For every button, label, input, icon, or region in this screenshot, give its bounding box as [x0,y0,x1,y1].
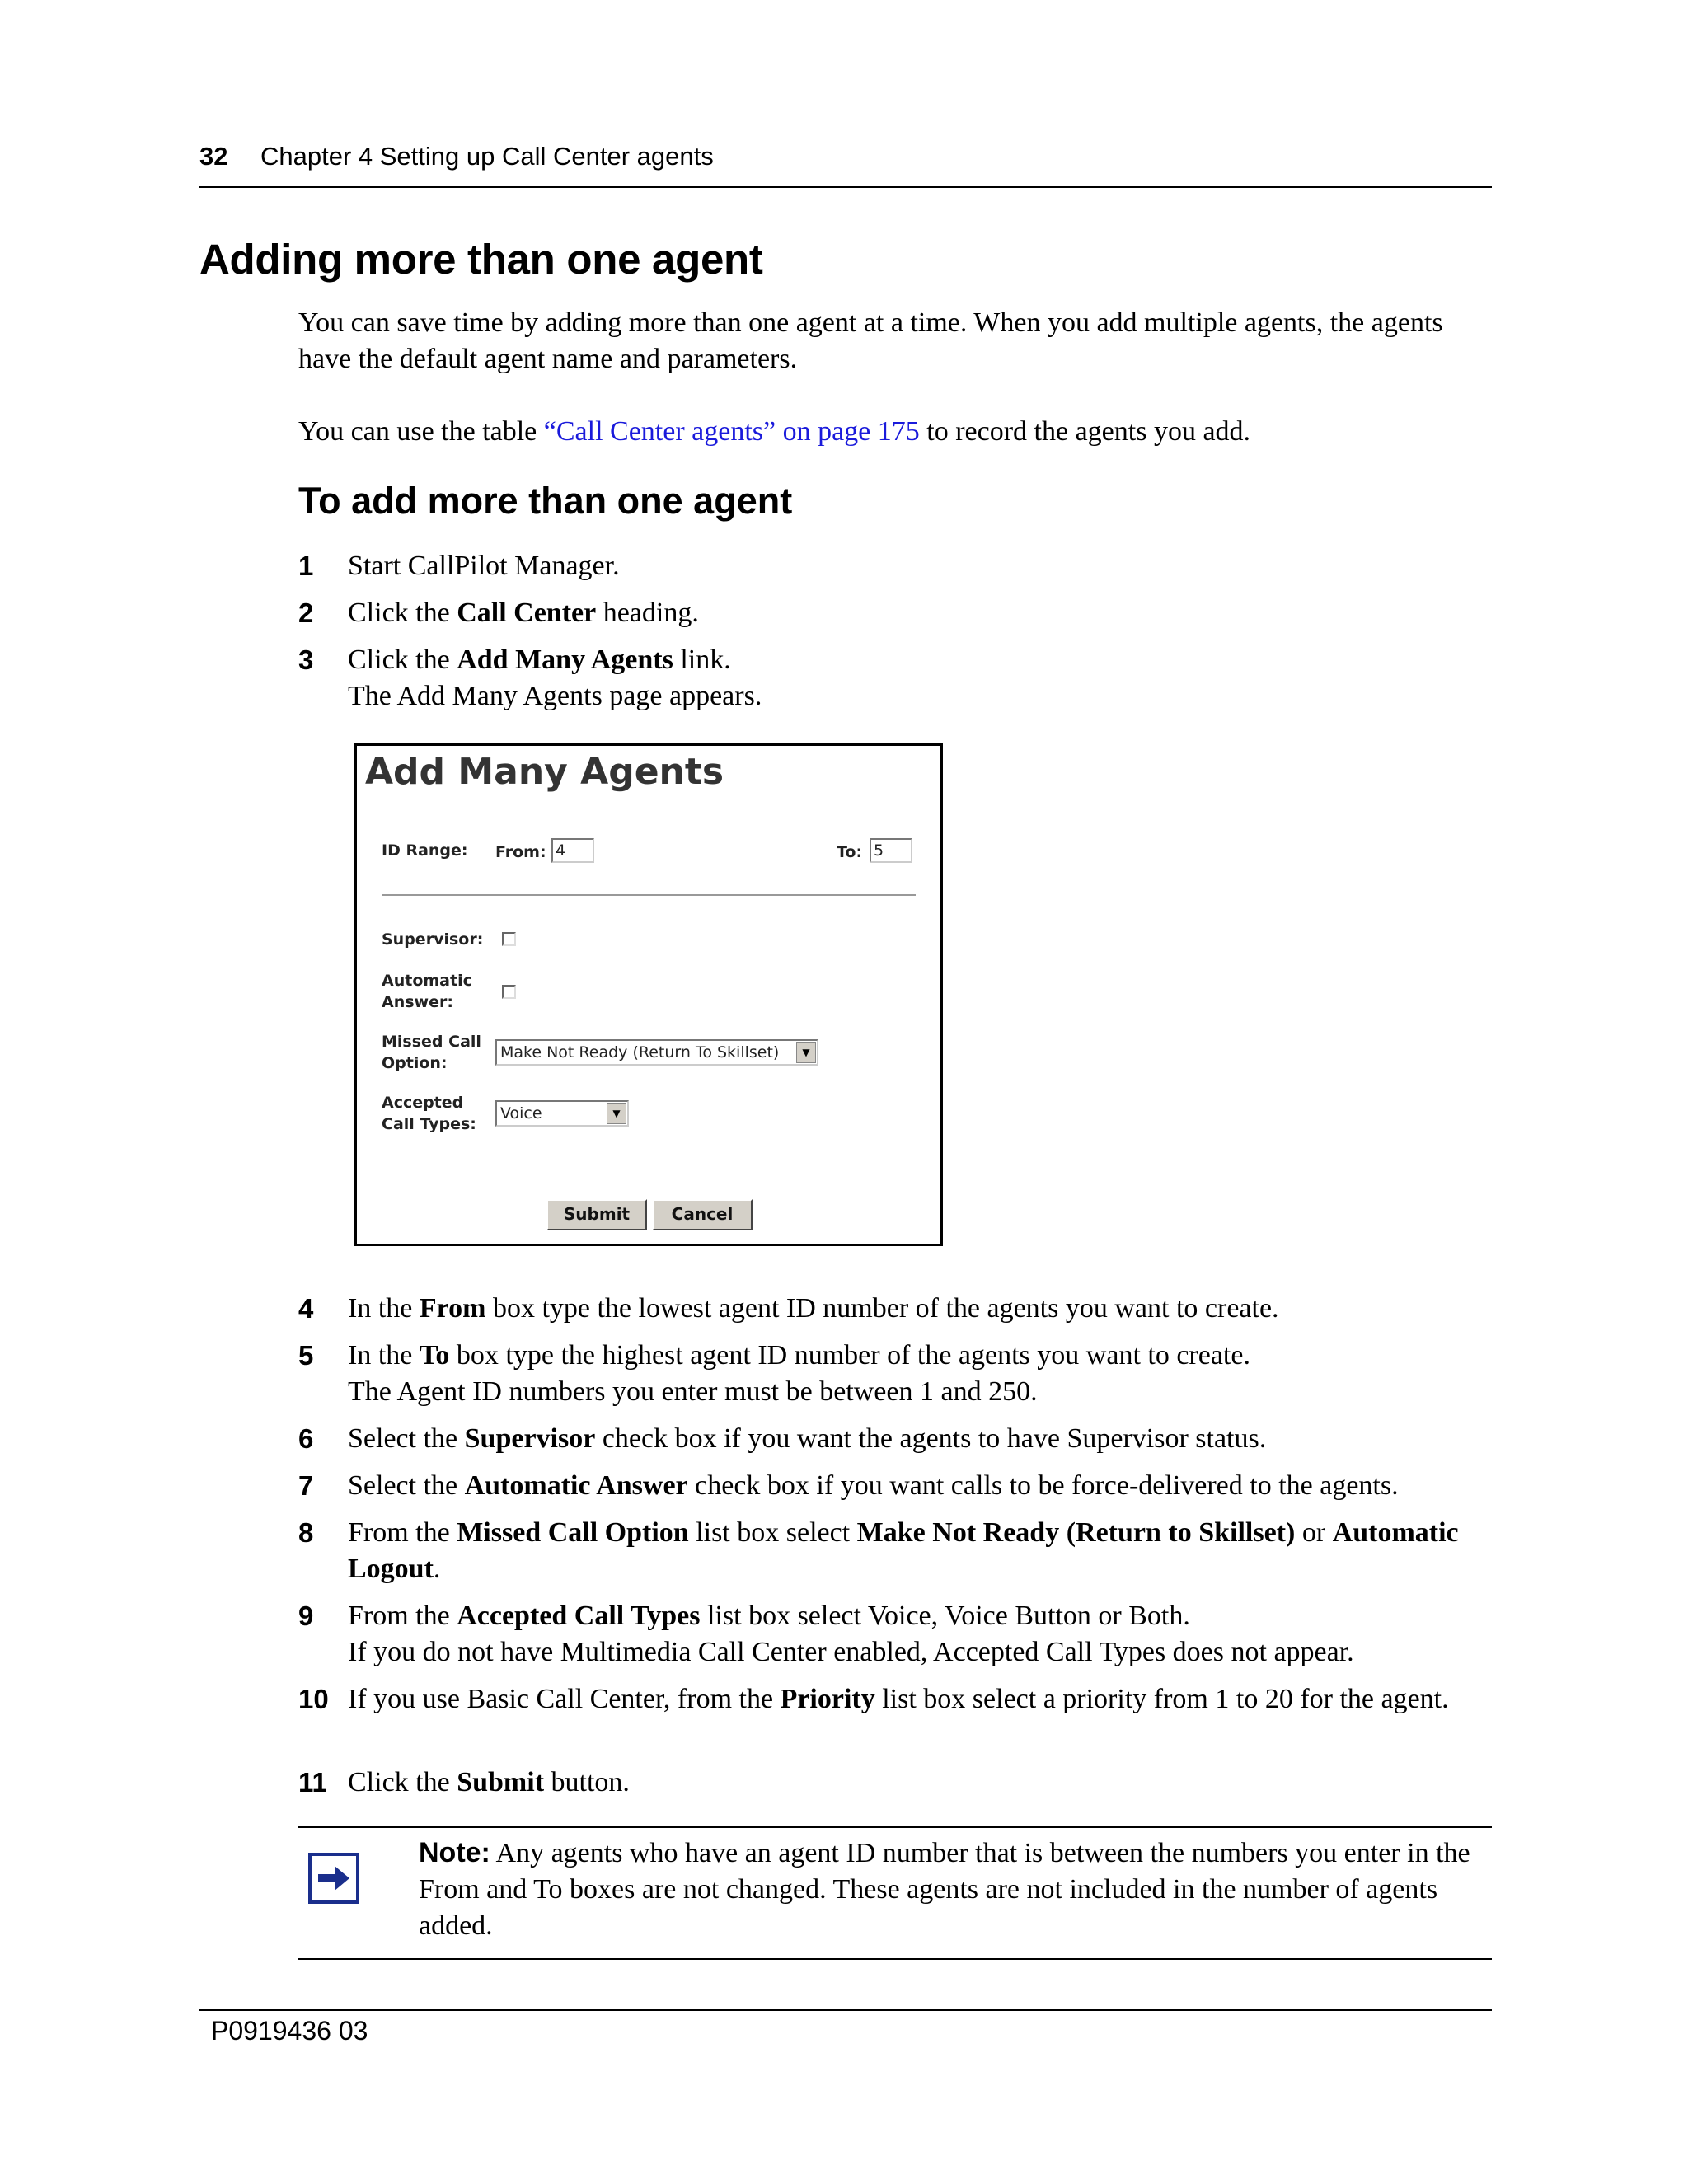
document-number: P0919436 03 [211,2016,368,2046]
step-text: Click the Call Center heading. [348,598,699,628]
auto-answer-checkbox[interactable] [502,985,516,999]
missed-call-value: Make Not Ready (Return To Skillset) [500,1043,780,1062]
to-input[interactable]: 5 [870,838,912,863]
cross-reference-link[interactable]: “Call Center agents” on page 175 [543,416,920,447]
intro-text: You can use the table [298,416,544,447]
supervisor-checkbox[interactable] [502,932,516,946]
dropdown-arrow-icon[interactable]: ▼ [607,1103,626,1124]
section-title: Adding more than one agent [199,236,763,283]
step-number: 2 [298,598,314,628]
step-text: From the Accepted Call Types list box select Voice, Voice Button or Both. If you do not have Multimedia Call Center enabled, Accepted Call Types does not appear. [348,1601,1354,1667]
step-number: 3 [298,644,314,675]
note-body: Any agents who have an agent ID number that is between the numbers you enter in the From and To boxes are not changed. These agents are not included in the number of agents added. [419,1838,1470,1941]
step-number: 5 [298,1340,314,1371]
step-text: If you use Basic Call Center, from the Priority list box select a priority from 1 to 20 for the agent. [348,1684,1449,1714]
to-label: To: [837,843,863,861]
step-number: 1 [298,551,314,581]
from-input[interactable]: 4 [551,838,594,863]
intro-paragraph-2 [298,414,1493,450]
accepted-label-1: Accepted [382,1094,464,1112]
page-header [199,140,1492,188]
missed-call-label-2: Option: [382,1054,448,1072]
step-text: Click the Submit button. [348,1767,630,1797]
footer-rule [199,2009,1492,2011]
accepted-label-2: Call Types: [382,1115,476,1133]
step-number: 8 [298,1517,314,1548]
accepted-call-types-select[interactable] [495,1100,629,1127]
submit-button[interactable]: Submit [546,1199,647,1230]
note-text [419,1835,1494,1944]
step-number: 7 [298,1470,314,1501]
missed-call-label-1: Missed Call [382,1033,481,1051]
page-number: 32 [199,142,228,171]
auto-answer-label-2: Answer: [382,993,453,1011]
intro-text-end: to record the agents you add. [919,416,1251,447]
procedure-title: To add more than one agent [298,480,793,522]
step-text: From the Missed Call Option list box select Make Not Ready (Return to Skillset) or Automatic Logout. [348,1517,1459,1584]
step-text: In the To box type the highest agent ID number of the agents you want to create. The Agent ID numbers you enter must be between 1 and 250. [348,1340,1250,1407]
cancel-button[interactable]: Cancel [652,1199,753,1230]
supervisor-label: Supervisor: [382,930,484,949]
step-text: Click the Add Many Agents link. The Add Many Agents page appears. [348,644,762,711]
divider [382,894,916,896]
note-bottom-rule [298,1958,1492,1960]
from-label: From: [495,843,546,861]
note-top-rule [298,1826,1492,1828]
panel-title: Add Many Agents [365,751,724,793]
step-number: 9 [298,1601,314,1631]
step-number: 6 [298,1423,314,1454]
step-text: Start CallPilot Manager. [348,551,620,581]
arrow-right-icon [308,1853,359,1904]
intro-paragraph-1: You can save time by adding more than one agent at a time. When you add multiple agents, the agents have the default agent name and parameters. [298,307,1443,374]
chapter-title: Chapter 4 Setting up Call Center agents [260,142,714,171]
id-range-label: ID Range: [382,841,468,860]
dropdown-arrow-icon[interactable]: ▼ [796,1042,816,1063]
step-text: Select the Supervisor check box if you want the agents to have Supervisor status. [348,1423,1267,1454]
missed-call-select[interactable] [495,1039,818,1066]
step-text: In the From box type the lowest agent ID number of the agents you want to create. [348,1293,1279,1324]
step-number: 4 [298,1293,314,1324]
accepted-call-types-value: Voice [500,1104,542,1122]
step-number: 10 [298,1684,329,1714]
step-number: 11 [298,1767,327,1797]
auto-answer-label-1: Automatic [382,972,472,990]
add-many-agents-screenshot [354,743,943,1246]
note-label: Note: [419,1837,490,1868]
step-text: Select the Automatic Answer check box if you want calls to be force-delivered to the agents. [348,1470,1399,1501]
